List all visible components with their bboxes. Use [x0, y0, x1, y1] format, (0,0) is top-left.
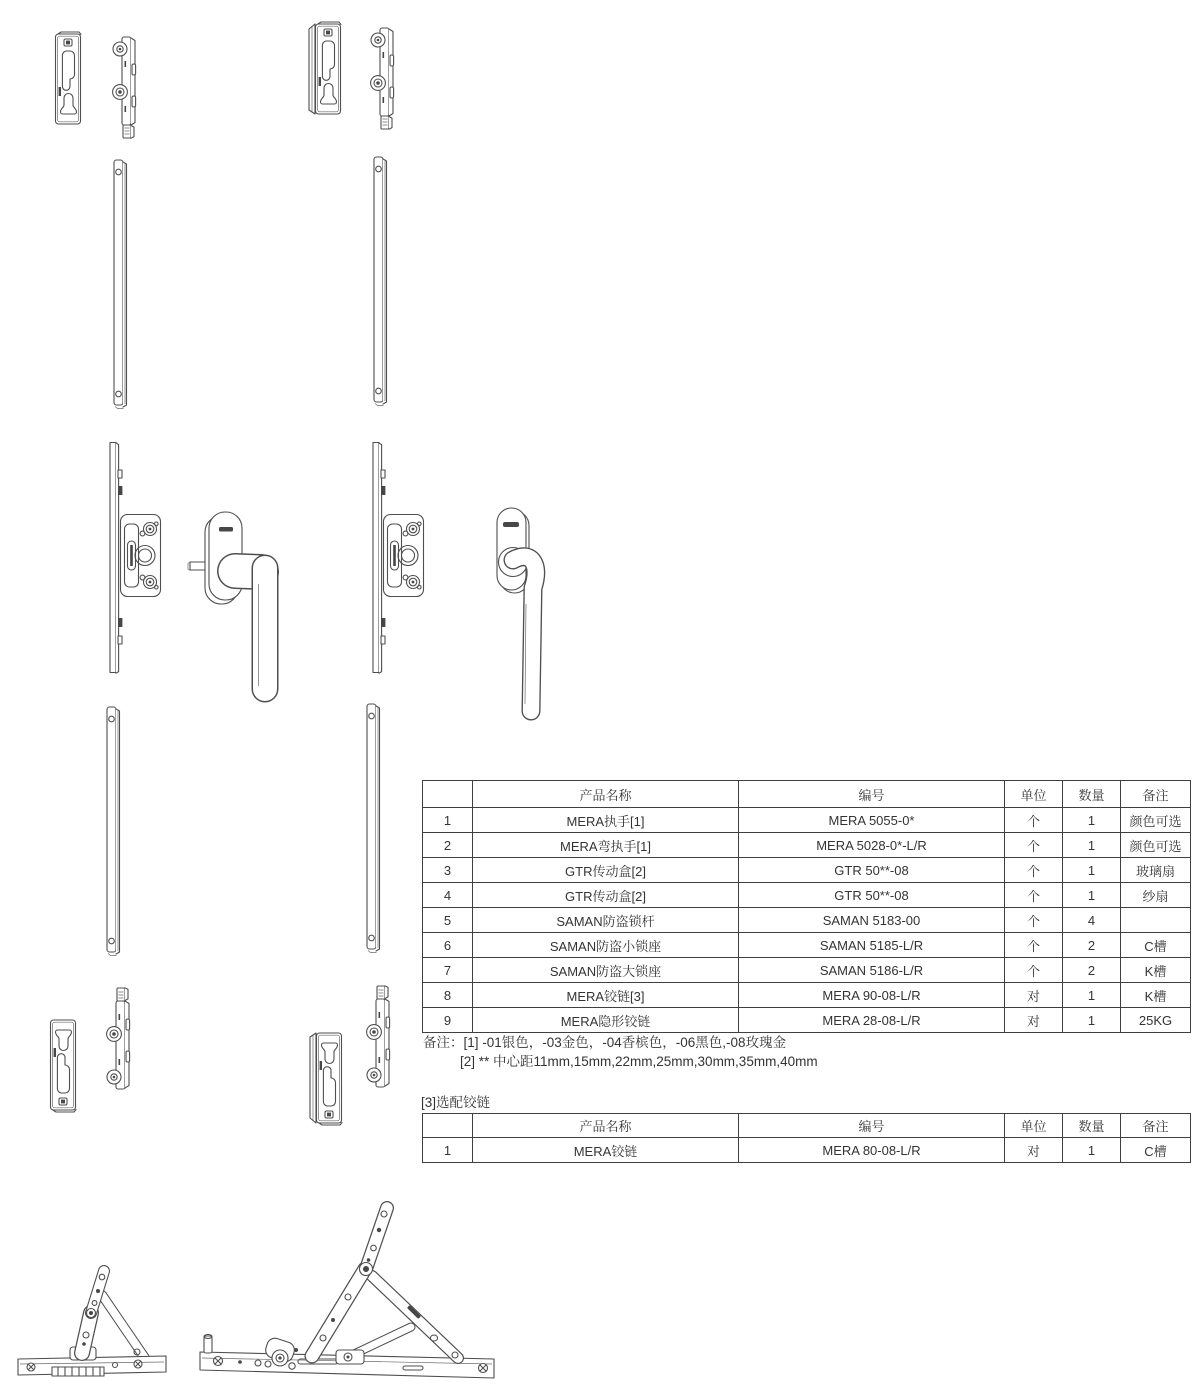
table-row: [423, 933, 1191, 958]
table-cell: 个: [1005, 908, 1063, 933]
column-header: 数量: [1063, 1114, 1121, 1138]
table-cell: 对: [1005, 983, 1063, 1008]
remark-line: [423, 1033, 818, 1052]
table-cell: SAMAN 5185-L/R: [739, 933, 1005, 958]
optional-hinge-table: [422, 1113, 1191, 1163]
column-header: [423, 781, 473, 808]
column-header: 数量: [1063, 781, 1121, 808]
table-cell: 纱扇: [1121, 883, 1191, 908]
table-cell: 个: [1005, 858, 1063, 883]
table-cell: K槽: [1121, 958, 1191, 983]
remarks-label: 备注：: [423, 1035, 464, 1050]
handle-curved: [497, 508, 536, 711]
table-cell: 个: [1005, 883, 1063, 908]
table-row: [423, 808, 1191, 833]
table-cell: C槽: [1121, 1138, 1191, 1163]
table-row: [423, 883, 1191, 908]
table-cell: MERA 5028-0*-L/R: [739, 833, 1005, 858]
table-cell: 2: [423, 833, 473, 858]
optional-hinge-label: [3]选配铰链: [421, 1095, 491, 1110]
hinge-small: [18, 1271, 166, 1376]
table-cell: MERA 90-08-L/R: [739, 983, 1005, 1008]
table-cell: MERA铰链[3]: [473, 983, 739, 1008]
table-cell: SAMAN防盗大锁座: [473, 958, 739, 983]
table-cell: GTR 50**-08: [739, 883, 1005, 908]
keeper-plate-bottom-right: [310, 1033, 342, 1125]
table-cell: 1: [423, 808, 473, 833]
column-header: 编号: [739, 1114, 1005, 1138]
table-cell: 1: [1063, 1008, 1121, 1033]
lock-rod-upper-left: [114, 160, 127, 409]
parts-table: [422, 780, 1191, 1033]
table-row: [423, 908, 1191, 933]
table-cell: 颜色可选: [1121, 833, 1191, 858]
table-cell: 25KG: [1121, 1008, 1191, 1033]
table-row: [423, 1008, 1191, 1033]
column-header: 产品名称: [473, 1114, 739, 1138]
lock-block-top-right: [371, 28, 394, 129]
table-cell: MERA执手[1]: [473, 808, 739, 833]
table-cell: C槽: [1121, 933, 1191, 958]
table-row: [423, 833, 1191, 858]
hinge-large: [200, 1208, 494, 1378]
table-cell: 2: [1063, 933, 1121, 958]
lock-rod-lower-left: [107, 707, 120, 956]
table-cell: GTR 50**-08: [739, 858, 1005, 883]
table-cell: MERA弯执手[1]: [473, 833, 739, 858]
table-cell: SAMAN防盗小锁座: [473, 933, 739, 958]
remark-text: [1] -01银色，-03金色，-04香槟色，-06黑色,-08玫瑰金: [463, 1035, 787, 1050]
table-cell: 个: [1005, 958, 1063, 983]
table-cell: 颜色可选: [1121, 808, 1191, 833]
keeper-plate-bottom-left: [51, 1020, 77, 1112]
table-cell: 2: [1063, 958, 1121, 983]
table-row: [423, 958, 1191, 983]
table-cell: 4: [423, 883, 473, 908]
column-header: 备注: [1121, 1114, 1191, 1138]
header-row: [423, 1114, 1191, 1138]
table-cell: 9: [423, 1008, 473, 1033]
drive-gearbox-screen-sash: [384, 515, 424, 597]
column-header: [423, 1114, 473, 1138]
table-cell: 1: [423, 1138, 473, 1163]
column-header: 单位: [1005, 1114, 1063, 1138]
lock-block-bottom-left: [107, 988, 130, 1089]
table-row: [423, 1138, 1191, 1163]
lock-block-bottom-right: [367, 986, 390, 1087]
table-cell: 1: [1063, 1138, 1121, 1163]
table-cell: MERA 28-08-L/R: [739, 1008, 1005, 1033]
table-cell: 1: [1063, 983, 1121, 1008]
table-cell: 玻璃扇: [1121, 858, 1191, 883]
table-cell: SAMAN 5183-00: [739, 908, 1005, 933]
table-cell: 1: [1063, 883, 1121, 908]
table-cell: 对: [1005, 1008, 1063, 1033]
remark-text: [2] ** 中心距11mm,15mm,22mm,25mm,30mm,35mm,40mm: [460, 1054, 818, 1069]
column-header: 备注: [1121, 781, 1191, 808]
header-row: [423, 781, 1191, 808]
table-cell: 个: [1005, 808, 1063, 833]
table-cell: 6: [423, 933, 473, 958]
table-cell: K槽: [1121, 983, 1191, 1008]
table-row: [423, 983, 1191, 1008]
drive-gearbox-glass-sash: [121, 515, 161, 597]
table-cell: MERA铰链: [473, 1138, 739, 1163]
table-cell: 7: [423, 958, 473, 983]
column-header: 产品名称: [473, 781, 739, 808]
table-cell: 个: [1005, 833, 1063, 858]
table-cell: 1: [1063, 833, 1121, 858]
handle-straight: [188, 512, 265, 689]
table-cell: [1121, 908, 1191, 933]
column-header: 编号: [739, 781, 1005, 808]
remarks-block: [423, 1033, 818, 1071]
table-cell: SAMAN 5186-L/R: [739, 958, 1005, 983]
table-cell: 5: [423, 908, 473, 933]
table-cell: MERA隐形铰链: [473, 1008, 739, 1033]
table-cell: 4: [1063, 908, 1121, 933]
table-cell: GTR传动盒[2]: [473, 858, 739, 883]
table-cell: 1: [1063, 808, 1121, 833]
table-cell: MERA 5055-0*: [739, 808, 1005, 833]
table-cell: 3: [423, 858, 473, 883]
table-cell: 8: [423, 983, 473, 1008]
column-header: 单位: [1005, 781, 1063, 808]
table-cell: 对: [1005, 1138, 1063, 1163]
table-row: [423, 858, 1191, 883]
table-cell: 个: [1005, 933, 1063, 958]
lock-rod-lower-right: [367, 704, 380, 953]
table-cell: 1: [1063, 858, 1121, 883]
keeper-plate-top-left: [56, 32, 82, 124]
table-cell: SAMAN防盗锁杆: [473, 908, 739, 933]
lock-block-top-left: [113, 37, 136, 138]
lock-rod-upper-right: [374, 157, 387, 406]
table-cell: GTR传动盒[2]: [473, 883, 739, 908]
keeper-plate-top-right: [309, 22, 341, 114]
remark-line: [423, 1052, 818, 1071]
table-cell: MERA 80-08-L/R: [739, 1138, 1005, 1163]
